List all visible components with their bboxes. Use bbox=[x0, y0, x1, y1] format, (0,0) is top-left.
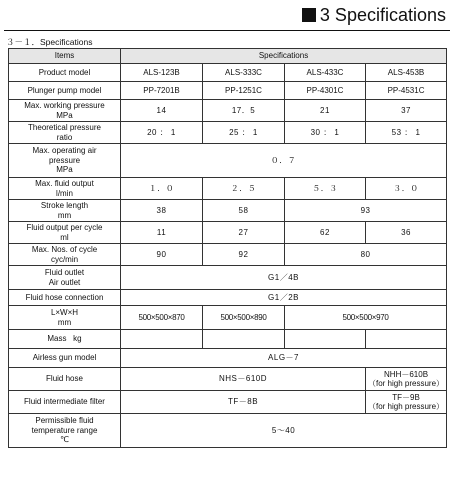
table-cell: 36 bbox=[366, 222, 447, 244]
row-label: Theoretical pressure ratio bbox=[9, 122, 121, 144]
table-row bbox=[9, 306, 447, 330]
row-label: Stroke length mm bbox=[9, 200, 121, 222]
table-cell: 27 bbox=[203, 222, 285, 244]
row-label: Fluid output per cycle ml bbox=[9, 222, 121, 244]
row-label: L×W×H mm bbox=[9, 306, 121, 330]
table-cell: G1／4B bbox=[121, 266, 447, 290]
subsection-title: ３－１．Specifications bbox=[6, 37, 93, 47]
table-row bbox=[9, 290, 447, 306]
row-label: Max. operating air pressure MPa bbox=[9, 144, 121, 178]
table-cell bbox=[285, 330, 366, 349]
specifications-header: Specifications bbox=[121, 49, 447, 64]
table-cell: 21 bbox=[285, 100, 366, 122]
table-cell: NHS－610D bbox=[121, 368, 366, 391]
table-row bbox=[9, 122, 447, 144]
black-square-icon bbox=[302, 8, 316, 22]
table-cell bbox=[366, 330, 447, 349]
items-header: Items bbox=[9, 49, 121, 64]
section-heading-text: 3 Specifications bbox=[319, 5, 446, 25]
table-cell: ALS-333C bbox=[203, 64, 285, 82]
table-cell: ２．５ bbox=[203, 178, 285, 200]
table-row bbox=[9, 64, 447, 82]
table-row bbox=[9, 368, 447, 391]
table-row bbox=[9, 414, 447, 448]
table-cell: TF－8B bbox=[121, 391, 366, 414]
table-cell: 37 bbox=[366, 100, 447, 122]
row-label: Max. fluid output l/min bbox=[9, 178, 121, 200]
table-cell: 30 ： 1 bbox=[285, 122, 366, 144]
row-label: Max. Nos. of cycle cyc/min bbox=[9, 244, 121, 266]
table-row bbox=[9, 349, 447, 368]
table-row bbox=[9, 200, 447, 222]
table-cell: 62 bbox=[285, 222, 366, 244]
table-cell: １．０ bbox=[121, 178, 203, 200]
table-cell bbox=[121, 330, 203, 349]
section-heading bbox=[302, 4, 446, 26]
table-row bbox=[9, 144, 447, 178]
table-cell: 92 bbox=[203, 244, 285, 266]
row-label: Fluid outlet Air outlet bbox=[9, 266, 121, 290]
specifications-table bbox=[8, 48, 447, 448]
table-cell: G1／2B bbox=[121, 290, 447, 306]
table-cell: 58 bbox=[203, 200, 285, 222]
table-cell: TF－9B （for high pressure） bbox=[366, 391, 447, 414]
table-row bbox=[9, 82, 447, 100]
table-cell: ５．３ bbox=[285, 178, 366, 200]
table-cell: PP-7201B bbox=[121, 82, 203, 100]
table-cell: 17．5 bbox=[203, 100, 285, 122]
table-cell: 38 bbox=[121, 200, 203, 222]
table-row bbox=[9, 330, 447, 349]
row-label: Mass kg bbox=[9, 330, 121, 349]
table-cell: PP-1251C bbox=[203, 82, 285, 100]
table-cell: 500×500×970 bbox=[285, 306, 447, 330]
table-cell: 500×500×870 bbox=[121, 306, 203, 330]
table-row bbox=[9, 100, 447, 122]
row-label: Max. working pressure MPa bbox=[9, 100, 121, 122]
row-label: Product model bbox=[9, 64, 121, 82]
table-cell: 20 ： 1 bbox=[121, 122, 203, 144]
row-label: Airless gun model bbox=[9, 349, 121, 368]
table-cell: 90 bbox=[121, 244, 203, 266]
table-cell: ALG－7 bbox=[121, 349, 447, 368]
row-label: Fluid hose connection bbox=[9, 290, 121, 306]
table-cell: 14 bbox=[121, 100, 203, 122]
row-label: Fluid intermediate filter bbox=[9, 391, 121, 414]
table-cell: 25 ： 1 bbox=[203, 122, 285, 144]
table-row bbox=[9, 222, 447, 244]
table-cell: ０．７ bbox=[121, 144, 447, 178]
table-row-header bbox=[9, 49, 447, 64]
table-cell: 11 bbox=[121, 222, 203, 244]
table-cell: 500×500×890 bbox=[203, 306, 285, 330]
table-cell: ALS-433C bbox=[285, 64, 366, 82]
table-cell: 93 bbox=[285, 200, 447, 222]
row-label: Plunger pump model bbox=[9, 82, 121, 100]
table-row bbox=[9, 391, 447, 414]
table-cell: 5～40 bbox=[121, 414, 447, 448]
table-cell: PP-4531C bbox=[366, 82, 447, 100]
table-cell: PP-4301C bbox=[285, 82, 366, 100]
row-label: Permissible fluid temperature range ℃ bbox=[9, 414, 121, 448]
table-cell: NHH－610B （for high pressure） bbox=[366, 368, 447, 391]
table-cell: ３．０ bbox=[366, 178, 447, 200]
table-row bbox=[9, 178, 447, 200]
table-row bbox=[9, 244, 447, 266]
heading-rule bbox=[4, 30, 450, 31]
table-row bbox=[9, 266, 447, 290]
table-cell bbox=[203, 330, 285, 349]
table-cell: 53 ： 1 bbox=[366, 122, 447, 144]
row-label: Fluid hose bbox=[9, 368, 121, 391]
table-cell: 80 bbox=[285, 244, 447, 266]
table-cell: ALS-123B bbox=[121, 64, 203, 82]
table-cell: ALS-453B bbox=[366, 64, 447, 82]
